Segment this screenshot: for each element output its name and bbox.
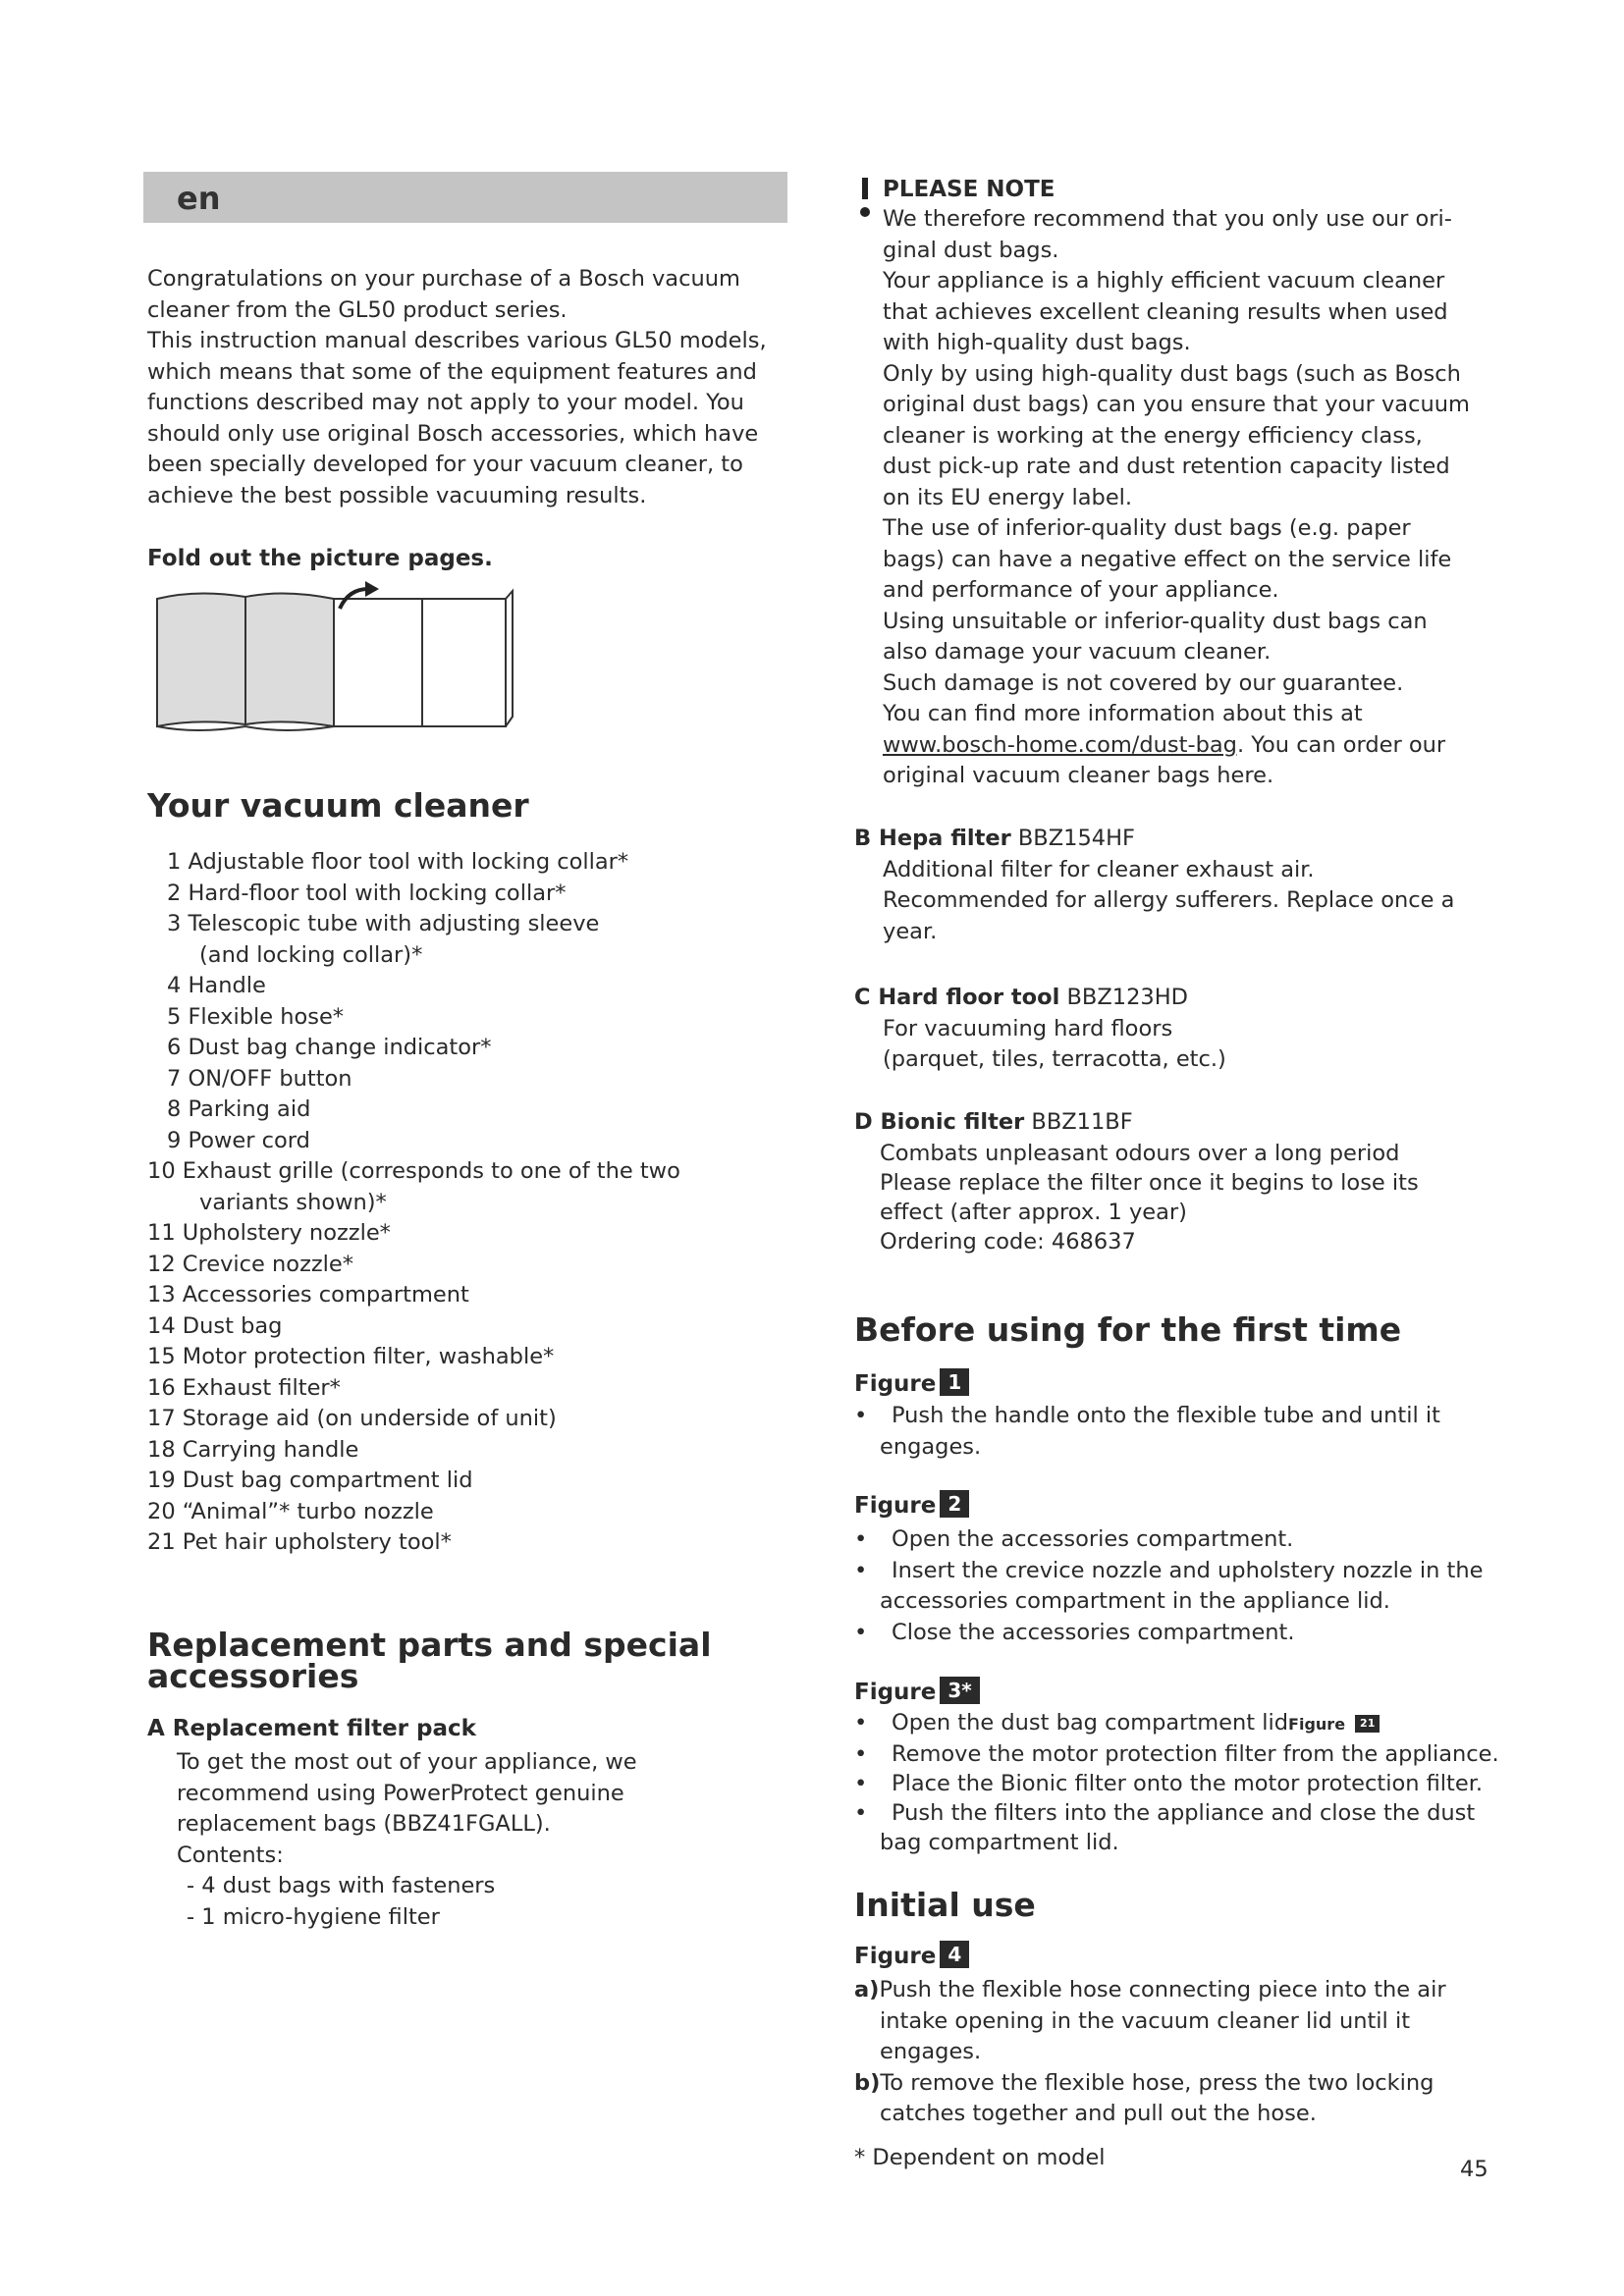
body-line: For vacuuming hard floors	[883, 1015, 1173, 1041]
inline-figure-label: Figure	[1288, 1715, 1346, 1734]
note-line: that achieves excellent cleaning results when used	[883, 298, 1448, 325]
body-line: Additional filter for cleaner exhaust air.	[883, 856, 1315, 882]
list-item: 7 ON/OFF button	[167, 1065, 352, 1092]
body-line: effect (after approx. 1 year)	[880, 1199, 1187, 1225]
list-item: 12 Crevice nozzle*	[147, 1251, 354, 1277]
note-title: PLEASE NOTE	[883, 177, 1056, 202]
intro-line: This instruction manual describes various GL50 models,	[147, 328, 767, 353]
list-item: 13 Accessories compartment	[147, 1282, 469, 1308]
bullet-item: • Close the accessories compartment.	[854, 1619, 1295, 1645]
note-line: with high-quality dust bags.	[883, 330, 1191, 355]
intro-line: been specially developed for your vacuum cleaner, to	[147, 452, 743, 477]
figure-number-badge: 4	[940, 1941, 969, 1968]
hepa-code: BBZ154HF	[1017, 826, 1135, 851]
fold-out-instruction: Fold out the picture pages.	[147, 546, 493, 571]
heading-line: Replacement parts and special	[147, 1626, 712, 1664]
note-line: Your appliance is a highly efficient vacuum cleaner	[883, 268, 1445, 294]
body-line: recommend using PowerProtect genuine	[177, 1780, 624, 1806]
hepa-section	[854, 824, 1502, 947]
list-item: 4 Handle	[167, 973, 266, 998]
list-item: 5 Flexible hose*	[167, 1003, 345, 1030]
section-heading-before-first: Before using for the first time	[854, 1310, 1402, 1349]
parts-list	[147, 847, 795, 1559]
body-line: To get the most out of your appliance, we	[177, 1749, 637, 1775]
list-item: 3 Telescopic tube with adjusting sleeve (and locking collar)*	[167, 911, 600, 968]
intro-p2	[147, 326, 795, 511]
list-item: 19 Dust bag compartment lid	[147, 1468, 473, 1493]
bullet-item: • Remove the motor protection filter from the appliance.	[854, 1741, 1499, 1767]
bionic-section	[854, 1107, 1502, 1256]
note-line: Such damage is not covered by our guarantee.	[883, 669, 1404, 696]
fold-out-illustration	[147, 579, 520, 736]
note-line: We therefore recommend that you only use our ori-	[883, 206, 1452, 232]
note-line: on its EU energy label.	[883, 484, 1133, 510]
body-line: Recommended for allergy sufferers. Replace once a	[883, 887, 1455, 913]
bullet-item: • Insert the crevice nozzle and upholstery nozzle in the accessories compartment in the appliance lid.	[854, 1557, 1484, 1614]
list-item: 15 Motor protection filter, washable*	[147, 1344, 555, 1369]
page-number: 45	[1460, 2157, 1489, 2182]
section-heading-your-vacuum: Your vacuum cleaner	[147, 786, 529, 825]
step-line: intake opening in the vacuum cleaner lid until it	[880, 2007, 1411, 2034]
body-line: Contents:	[177, 1842, 284, 1868]
heading-line: accessories	[147, 1657, 359, 1695]
intro-line: Congratulations on your purchase of a Bosch vacuum	[147, 266, 740, 292]
contents-item: - 1 micro-hygiene filter	[187, 1903, 440, 1930]
bullet-item: • Open the dust bag compartment lidFigure 21	[854, 1708, 1522, 1739]
figure-2-label: Figure 2	[854, 1490, 969, 1519]
note-line: www.bosch-home.com/dust-bag. You can order our	[883, 731, 1446, 758]
figure-3-steps	[854, 1708, 1522, 1857]
intro-line: which means that some of the equipment features and	[147, 358, 757, 385]
note-line: Only by using high-quality dust bags (such as Bosch	[883, 360, 1461, 387]
list-item: 9 Power cord	[167, 1127, 310, 1153]
hardfloor-section	[854, 983, 1502, 1076]
list-item: 20 “Animal”* turbo nozzle	[147, 1498, 434, 1524]
note-line: dust pick-up rate and dust retention capacity listed	[883, 454, 1450, 479]
note-line: ginal dust bags.	[883, 237, 1059, 263]
list-item: 11 Upholstery nozzle*	[147, 1220, 391, 1246]
list-item: 8 Parking aid	[167, 1096, 311, 1122]
figure-4-label: Figure 4	[854, 1941, 969, 1969]
dust-bag-link[interactable]: www.bosch-home.com/dust-bag	[883, 731, 1237, 758]
list-item: 17 Storage aid (on underside of unit)	[147, 1406, 557, 1431]
footnote: * Dependent on model	[854, 2145, 1106, 2170]
figure-1-label: Figure 1	[854, 1368, 969, 1397]
inline-figure-badge: 21	[1355, 1715, 1380, 1733]
figure-2-steps	[854, 1524, 1502, 1648]
intro-line: should only use original Bosch accessories, which have	[147, 420, 759, 447]
note-line: original vacuum cleaner bags here.	[883, 763, 1274, 788]
section-heading-initial-use: Initial use	[854, 1886, 1036, 1924]
language-bar	[143, 172, 787, 223]
body-line: Ordering code: 468637	[880, 1228, 1136, 1255]
step-b: b)To remove the flexible hose, press the two locking	[854, 2069, 1435, 2096]
initial-use-steps	[854, 1975, 1512, 2130]
figure-1-steps	[854, 1401, 1502, 1463]
hardfloor-label: C Hard floor tool	[854, 985, 1060, 1010]
intro-line: functions described may not apply to your model. You	[147, 390, 744, 415]
intro-line: achieve the best possible vacuuming results.	[147, 482, 647, 508]
contents-item: - 4 dust bags with fasteners	[187, 1873, 496, 1898]
hepa-label: B Hepa filter	[854, 826, 1011, 851]
body-line: year.	[883, 918, 938, 944]
note-body	[883, 204, 1511, 792]
bionic-code: BBZ11BF	[1031, 1109, 1133, 1135]
bionic-label: D Bionic filter	[854, 1109, 1025, 1135]
language-tag: en	[177, 180, 221, 217]
note-line: Using unsuitable or inferior-quality dust bags can	[883, 608, 1428, 634]
bullet-item: • Push the handle onto the flexible tube and until it engages.	[854, 1403, 1440, 1460]
figure-3-label: Figure 3*	[854, 1677, 980, 1705]
intro	[147, 264, 795, 511]
body-line: Combats unpleasant odours over a long period	[880, 1140, 1400, 1166]
body-line: (parquet, tiles, terracotta, etc.)	[883, 1046, 1226, 1072]
warning-icon	[860, 178, 870, 217]
replacement-a-body	[177, 1747, 795, 1933]
list-item: 10 Exhaust grille (corresponds to one of the two variants shown)*	[147, 1158, 680, 1215]
list-item: 21 Pet hair upholstery tool*	[147, 1529, 452, 1555]
step-line: catches together and pull out the hose.	[880, 2101, 1317, 2126]
note-line: cleaner is working at the energy efficiency class,	[883, 422, 1423, 449]
list-item: 16 Exhaust filter*	[147, 1374, 341, 1401]
figure-number-badge: 1	[940, 1368, 969, 1396]
list-item: 6 Dust bag change indicator*	[167, 1035, 492, 1060]
hardfloor-code: BBZ123HD	[1066, 985, 1188, 1010]
step-line: engages.	[880, 2039, 982, 2064]
bullet-item: • Place the Bionic filter onto the motor protection filter.	[854, 1771, 1484, 1796]
intro-line: cleaner from the GL50 product series.	[147, 296, 568, 323]
section-heading-replacement	[147, 1626, 712, 1695]
step-a: a)Push the flexible hose connecting piece into the air	[854, 1977, 1446, 2002]
figure-number-badge: 2	[940, 1490, 969, 1518]
note-line: You can find more information about this at	[883, 701, 1363, 726]
body-line: Please replace the filter once it begins to lose its	[880, 1169, 1419, 1196]
list-item: 18 Carrying handle	[147, 1436, 359, 1463]
list-item: 1 Adjustable floor tool with locking collar*	[167, 849, 629, 875]
intro-p1	[147, 264, 795, 326]
bullet-item: • Open the accessories compartment.	[854, 1526, 1294, 1552]
note-line: also damage your vacuum cleaner.	[883, 639, 1272, 665]
list-item: 14 Dust bag	[147, 1312, 283, 1339]
figure-number-badge: 3*	[940, 1677, 979, 1704]
note-line: original dust bags) can you ensure that your vacuum	[883, 392, 1470, 417]
note-line: bags) can have a negative effect on the service life	[883, 546, 1452, 572]
note-line: and performance of your appliance.	[883, 577, 1279, 603]
bullet-item: • Push the filters into the appliance and close the dust bag compartment lid.	[854, 1800, 1476, 1855]
list-item: 2 Hard-floor tool with locking collar*	[167, 880, 567, 906]
note-line: The use of inferior-quality dust bags (e.g. paper	[883, 515, 1411, 541]
body-line: replacement bags (BBZ41FGALL).	[177, 1811, 551, 1837]
replacement-a-title: A Replacement filter pack	[147, 1716, 476, 1741]
